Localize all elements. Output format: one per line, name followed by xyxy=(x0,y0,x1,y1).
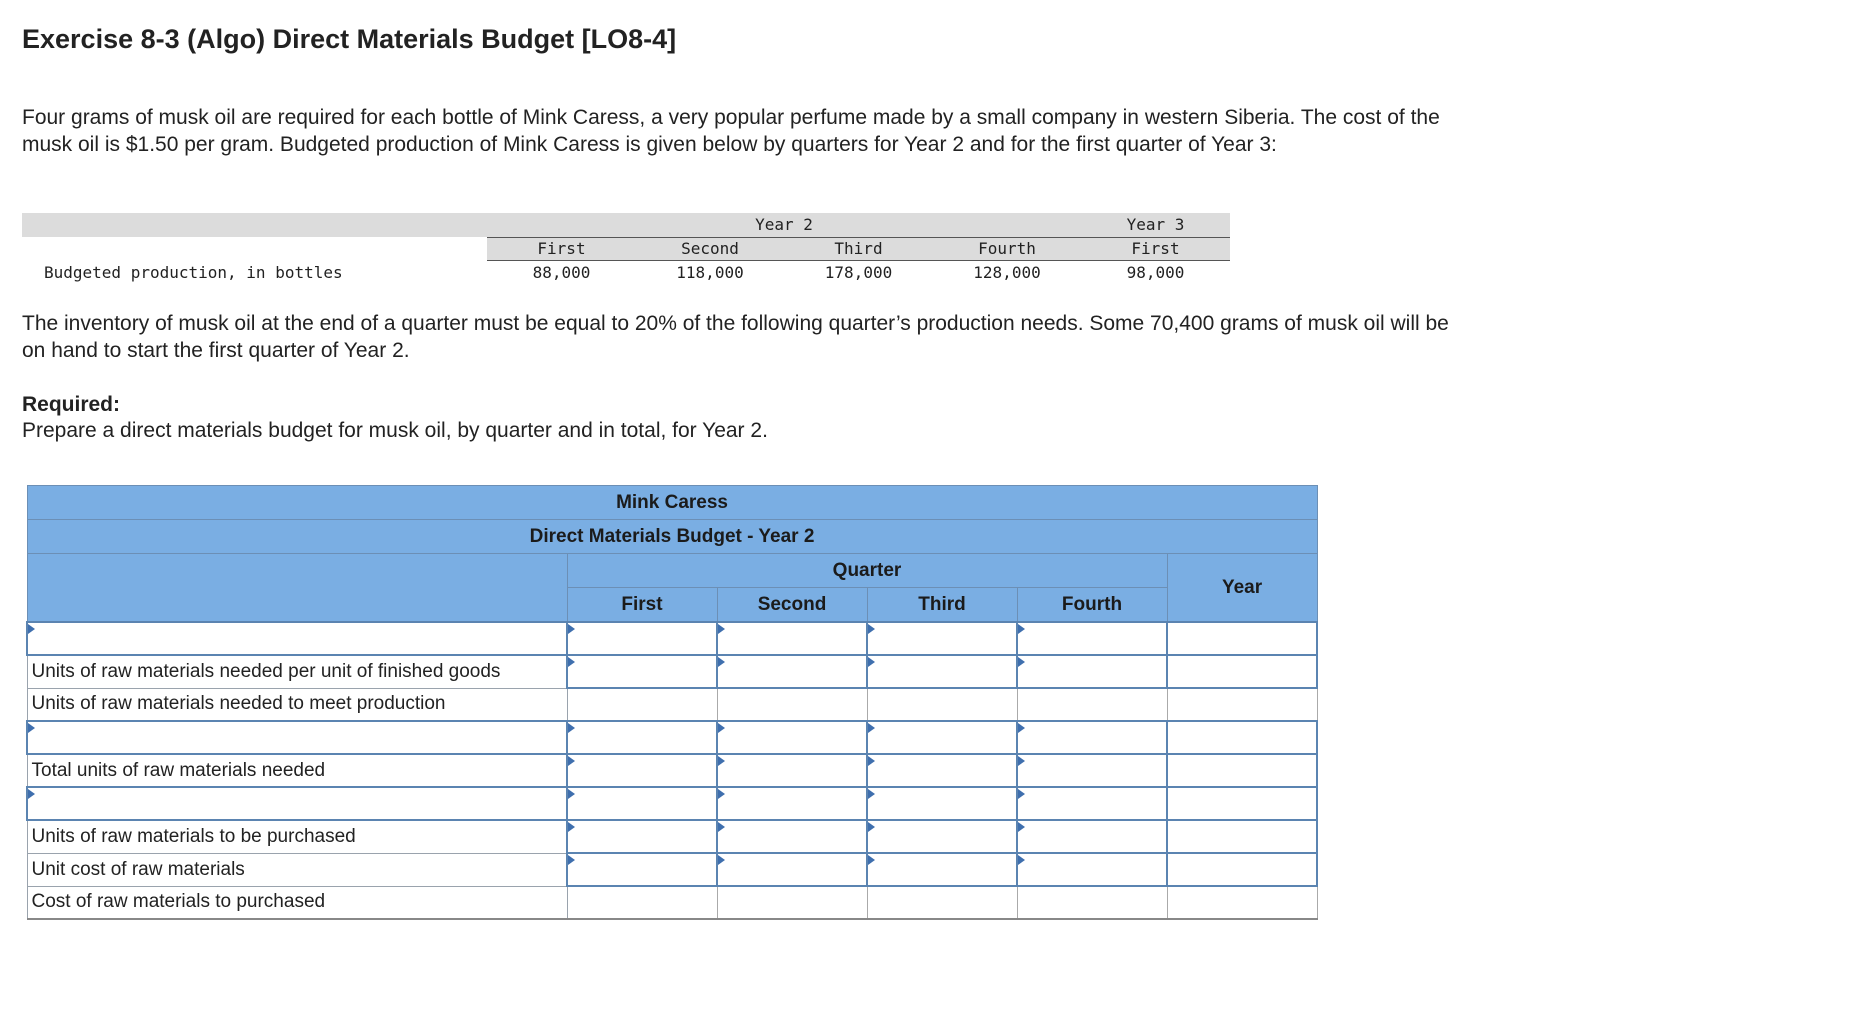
quarter-input-cell[interactable] xyxy=(567,721,717,754)
quarter-header-first: First xyxy=(537,239,586,258)
year-total-input-cell[interactable] xyxy=(1167,721,1317,754)
exercise-title: Exercise 8-3 (Algo) Direct Materials Budget [LO8-4] xyxy=(22,24,677,54)
quarter-header: Quarter xyxy=(567,554,1167,588)
year-total-input-cell[interactable] xyxy=(1167,820,1317,853)
year-total-input-cell[interactable] xyxy=(1167,655,1317,688)
quarter-input-cell[interactable] xyxy=(1017,787,1167,820)
column-header-fourth: Fourth xyxy=(1017,588,1167,623)
column-header-third: Third xyxy=(867,588,1017,623)
year2-header: Year 2 xyxy=(755,215,813,234)
quarter-input-cell[interactable] xyxy=(1017,721,1167,754)
required-label: Required: xyxy=(22,393,121,416)
empty-cell xyxy=(867,886,1017,919)
quarter-input-cell[interactable] xyxy=(867,721,1017,754)
production-value: 128,000 xyxy=(973,263,1041,282)
quarter-header-second: Second xyxy=(681,239,739,258)
budget-row xyxy=(27,688,1317,721)
header-blank xyxy=(27,554,567,623)
row-label: Total units of raw materials needed xyxy=(27,754,567,787)
inventory-policy-text: The inventory of musk oil at the end of a quarter must be equal to 20% of the following quarter’s production needs. Some 70,400 grams of musk oil will be on hand to start the first quarter of Year 2. xyxy=(22,312,1449,362)
quarter-input-cell[interactable] xyxy=(867,787,1017,820)
quarter-input-cell[interactable] xyxy=(717,721,867,754)
budget-company-title: Mink Caress xyxy=(27,486,1317,520)
production-value: 118,000 xyxy=(676,263,744,282)
quarter-input-cell[interactable] xyxy=(717,655,867,688)
empty-cell xyxy=(717,688,867,721)
quarter-input-cell[interactable] xyxy=(1017,754,1167,787)
quarter-input-cell[interactable] xyxy=(567,655,717,688)
quarter-input-cell[interactable] xyxy=(717,853,867,886)
quarter-input-cell[interactable] xyxy=(1017,820,1167,853)
empty-cell xyxy=(867,688,1017,721)
row-label-dropdown[interactable] xyxy=(27,622,567,655)
row-label: Units of raw materials needed to meet production xyxy=(27,688,567,721)
empty-cell xyxy=(717,886,867,919)
quarter-header-fourth: Fourth xyxy=(978,239,1036,258)
column-header-second: Second xyxy=(717,588,867,623)
budget-row xyxy=(27,622,1317,655)
quarter-input-cell[interactable] xyxy=(1017,655,1167,688)
budget-row xyxy=(27,721,1317,754)
quarter-header-third: Third xyxy=(834,239,883,258)
production-value: 88,000 xyxy=(532,263,591,282)
quarter-input-cell[interactable] xyxy=(1017,853,1167,886)
production-table xyxy=(22,213,1230,285)
quarter-input-cell[interactable] xyxy=(867,820,1017,853)
empty-cell xyxy=(1167,886,1317,919)
quarter-input-cell[interactable] xyxy=(567,622,717,655)
quarter-input-cell[interactable] xyxy=(567,787,717,820)
row-label: Units of raw materials to be purchased xyxy=(27,820,567,853)
year-total-input-cell[interactable] xyxy=(1167,787,1317,820)
budget-row xyxy=(27,853,1317,886)
production-value: 98,000 xyxy=(1126,263,1185,282)
quarter-input-cell[interactable] xyxy=(867,622,1017,655)
year-total-input-cell[interactable] xyxy=(1167,754,1317,787)
budget-row xyxy=(27,820,1317,853)
row-label: Units of raw materials needed per unit of finished goods xyxy=(27,655,567,688)
empty-cell xyxy=(567,886,717,919)
year-header: Year xyxy=(1167,554,1317,623)
row-label: Unit cost of raw materials xyxy=(27,853,567,886)
quarter-input-cell[interactable] xyxy=(567,853,717,886)
budget-row xyxy=(27,886,1317,919)
budget-row xyxy=(27,754,1317,787)
quarter-input-cell[interactable] xyxy=(717,754,867,787)
quarter-input-cell[interactable] xyxy=(717,820,867,853)
divider xyxy=(487,237,1230,238)
year-total-input-cell[interactable] xyxy=(1167,853,1317,886)
production-row-label: Budgeted production, in bottles xyxy=(44,263,343,282)
quarter-input-cell[interactable] xyxy=(1017,622,1167,655)
year-total-input-cell[interactable] xyxy=(1167,622,1317,655)
empty-cell xyxy=(1017,886,1167,919)
quarter-input-cell[interactable] xyxy=(717,787,867,820)
budget-row xyxy=(27,787,1317,820)
budget-subtitle: Direct Materials Budget - Year 2 xyxy=(27,520,1317,554)
production-value: 178,000 xyxy=(824,263,893,282)
required-text: Prepare a direct materials budget for musk oil, by quarter and in total, for Year 2. xyxy=(22,419,768,442)
quarter-input-cell[interactable] xyxy=(717,622,867,655)
quarter-input-cell[interactable] xyxy=(567,754,717,787)
empty-cell xyxy=(1167,688,1317,721)
quarter-input-cell[interactable] xyxy=(867,754,1017,787)
column-header-first: First xyxy=(567,588,717,623)
empty-cell xyxy=(1017,688,1167,721)
quarter-header-year3-first: First xyxy=(1131,239,1180,258)
row-label-dropdown[interactable] xyxy=(27,721,567,754)
quarter-input-cell[interactable] xyxy=(867,853,1017,886)
problem-intro: Four grams of musk oil are required for each bottle of Mink Caress, a very popular perfume made by a small company in western Siberia. The cost of the musk oil is $1.50 per gram. Budgeted production of Mink Caress is given below by quarters for Year 2 and for the first quarter of Year 3: xyxy=(22,106,1440,156)
row-label: Cost of raw materials to purchased xyxy=(27,886,567,919)
row-label-dropdown[interactable] xyxy=(27,787,567,820)
divider xyxy=(487,260,1230,261)
quarter-input-cell[interactable] xyxy=(567,820,717,853)
empty-cell xyxy=(567,688,717,721)
budget-row xyxy=(27,655,1317,688)
quarter-input-cell[interactable] xyxy=(867,655,1017,688)
direct-materials-budget-table xyxy=(26,485,1318,920)
year3-header: Year 3 xyxy=(1126,215,1185,234)
